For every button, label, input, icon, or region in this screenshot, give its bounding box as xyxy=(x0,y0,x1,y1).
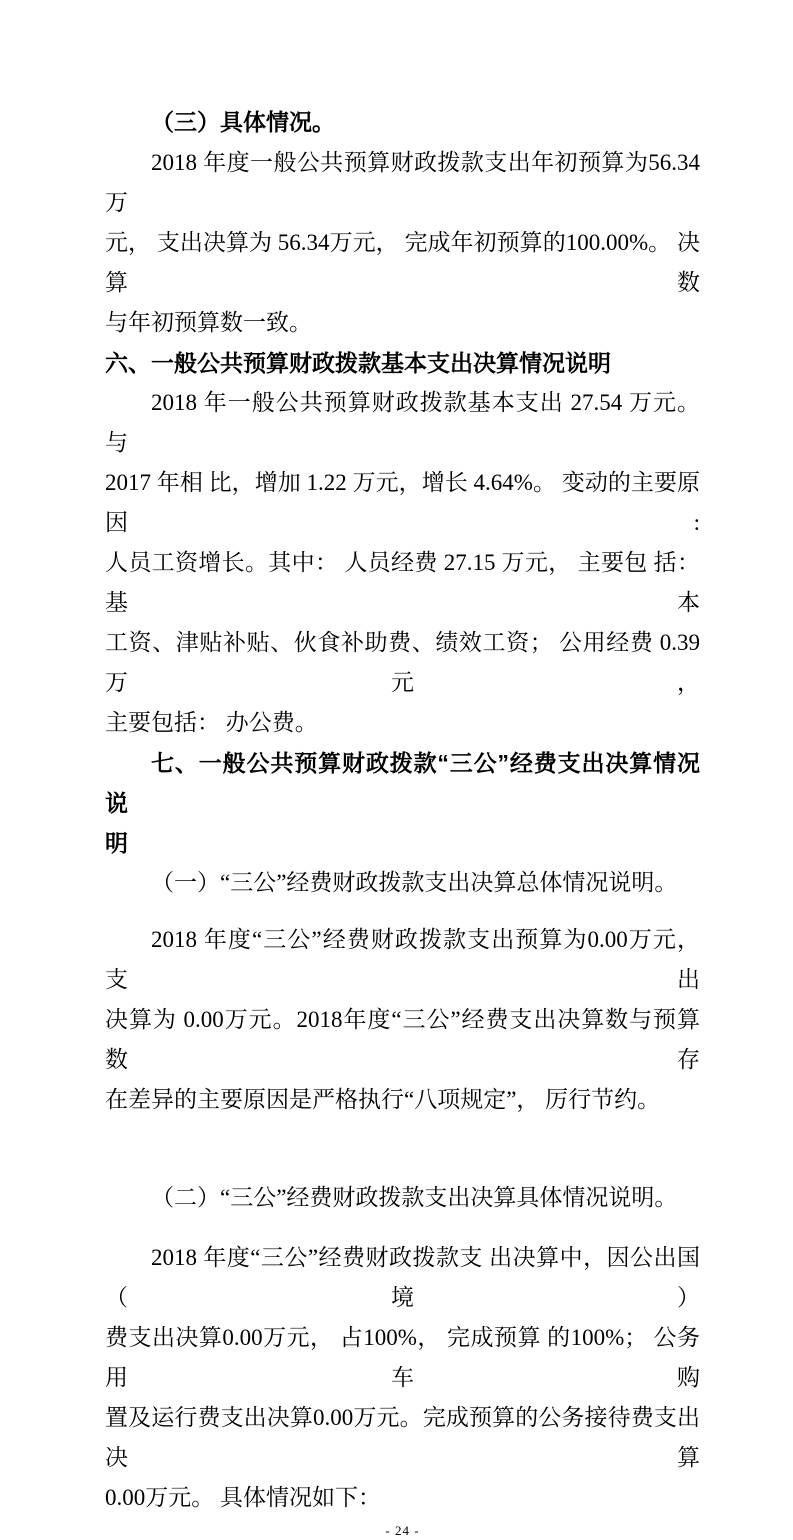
paragraph-line: 元， 支出决算为 56.34万元， 完成年初预算的100.00%。 决算数 xyxy=(105,230,700,295)
paragraph-3 xyxy=(105,920,700,1120)
paragraph-line: 置及运行费支出决算0.00万元。完成预算的公务接待费支出决算 xyxy=(105,1405,700,1470)
paragraph-line: 工资、津贴补贴、伙食补助费、绩效工资； 公用经费 0.39 万元， xyxy=(105,630,700,695)
section-heading-7-line1: 七、一般公共预算财政拨款“三公”经费支出决算情况说 xyxy=(105,750,700,816)
paragraph-line: 与年初预算数一致。 xyxy=(105,310,312,335)
paragraph-4 xyxy=(105,1238,700,1518)
paragraph-line: 主要包括： 办公费。 xyxy=(105,710,318,735)
section-heading-6: 六、一般公共预算财政拨款基本支出决算情况说明 xyxy=(105,350,611,376)
section-heading-7-line2: 明 xyxy=(105,830,128,856)
paragraph-line: 2018 年度一般公共预算财政拨款支出年初预算为56.34万 xyxy=(105,150,700,215)
paragraph-line: 2018 年度“三公”经费财政拨款支 出决算中，因公出国（境） xyxy=(105,1245,700,1310)
paragraph-line: 决算为 0.00万元。2018年度“三公”经费支出决算数与预算数存 xyxy=(105,1007,700,1072)
paragraph-line: 人员工资增长。其中： 人员经费 27.15 万元， 主要包 括： 基本 xyxy=(105,550,700,615)
paragraph-line: 2018 年一般公共预算财政拨款基本支出 27.54 万元。 与 xyxy=(105,390,700,455)
subsection-heading-3: （三）具体情况。 xyxy=(151,110,335,135)
page-number: - 24 - xyxy=(385,1523,420,1538)
paragraph-line: 2017 年相 比，增加 1.22 万元，增长 4.64%。 变动的主要原因: xyxy=(105,470,700,535)
subsection-heading-1: （一）“三公”经费财政拨款支出决算总体情况说明。 xyxy=(151,870,678,895)
paragraph-line: 2018 年度“三公”经费财政拨款支出预算为0.00万元， 支出 xyxy=(105,927,700,992)
paragraph-line: 0.00万元。 具体情况如下： xyxy=(105,1485,381,1510)
paragraph-1 xyxy=(105,143,700,343)
section-heading-7 xyxy=(105,743,700,863)
subsection-heading-2: （二）“三公”经费财政拨款支出决算具体情况说明。 xyxy=(151,1185,678,1210)
page-footer xyxy=(105,1522,700,1540)
paragraph-2 xyxy=(105,383,700,743)
paragraph-line: 费支出决算0.00万元， 占100%， 完成预算 的100%； 公务用车购 xyxy=(105,1325,700,1390)
paragraph-line: 在差异的主要原因是严格执行“八项规定”， 厉行节约。 xyxy=(105,1087,661,1112)
